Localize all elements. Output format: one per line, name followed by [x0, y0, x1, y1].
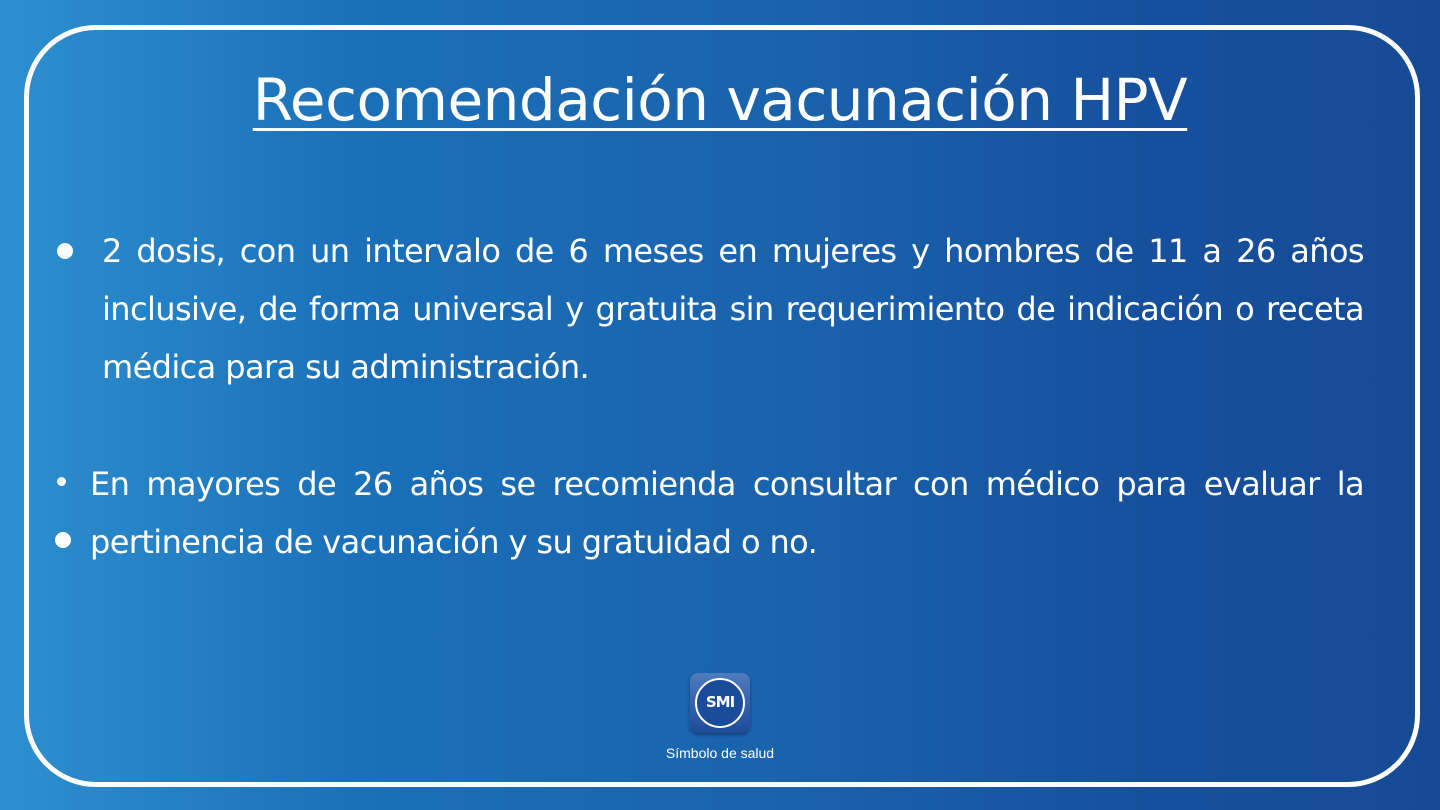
slide-title	[0, 62, 1440, 138]
smi-logo	[690, 673, 750, 733]
smi-logo-text: SMI	[705, 693, 735, 711]
bullet-icon	[57, 243, 73, 259]
paragraph-dosis: 2 dosis, con un intervalo de 6 meses en mujeres y hombres de 11 a 26 años inclusive, de forma universal y gratuita sin requerimiento de indicación o receta médica para su administración.	[102, 232, 1364, 386]
bullet-icon	[55, 532, 71, 548]
smi-logo-circle	[695, 678, 745, 728]
logo-caption: Símbolo de salud	[665, 745, 775, 761]
small-bullet-icon	[57, 477, 66, 486]
paragraph-mayores: En mayores de 26 años se recomienda consultar con médico para evaluar la pertinencia de vacunación y su gratuidad o no.	[90, 465, 1364, 561]
slide-title-text: Recomendación vacunación HPV	[252, 66, 1188, 134]
